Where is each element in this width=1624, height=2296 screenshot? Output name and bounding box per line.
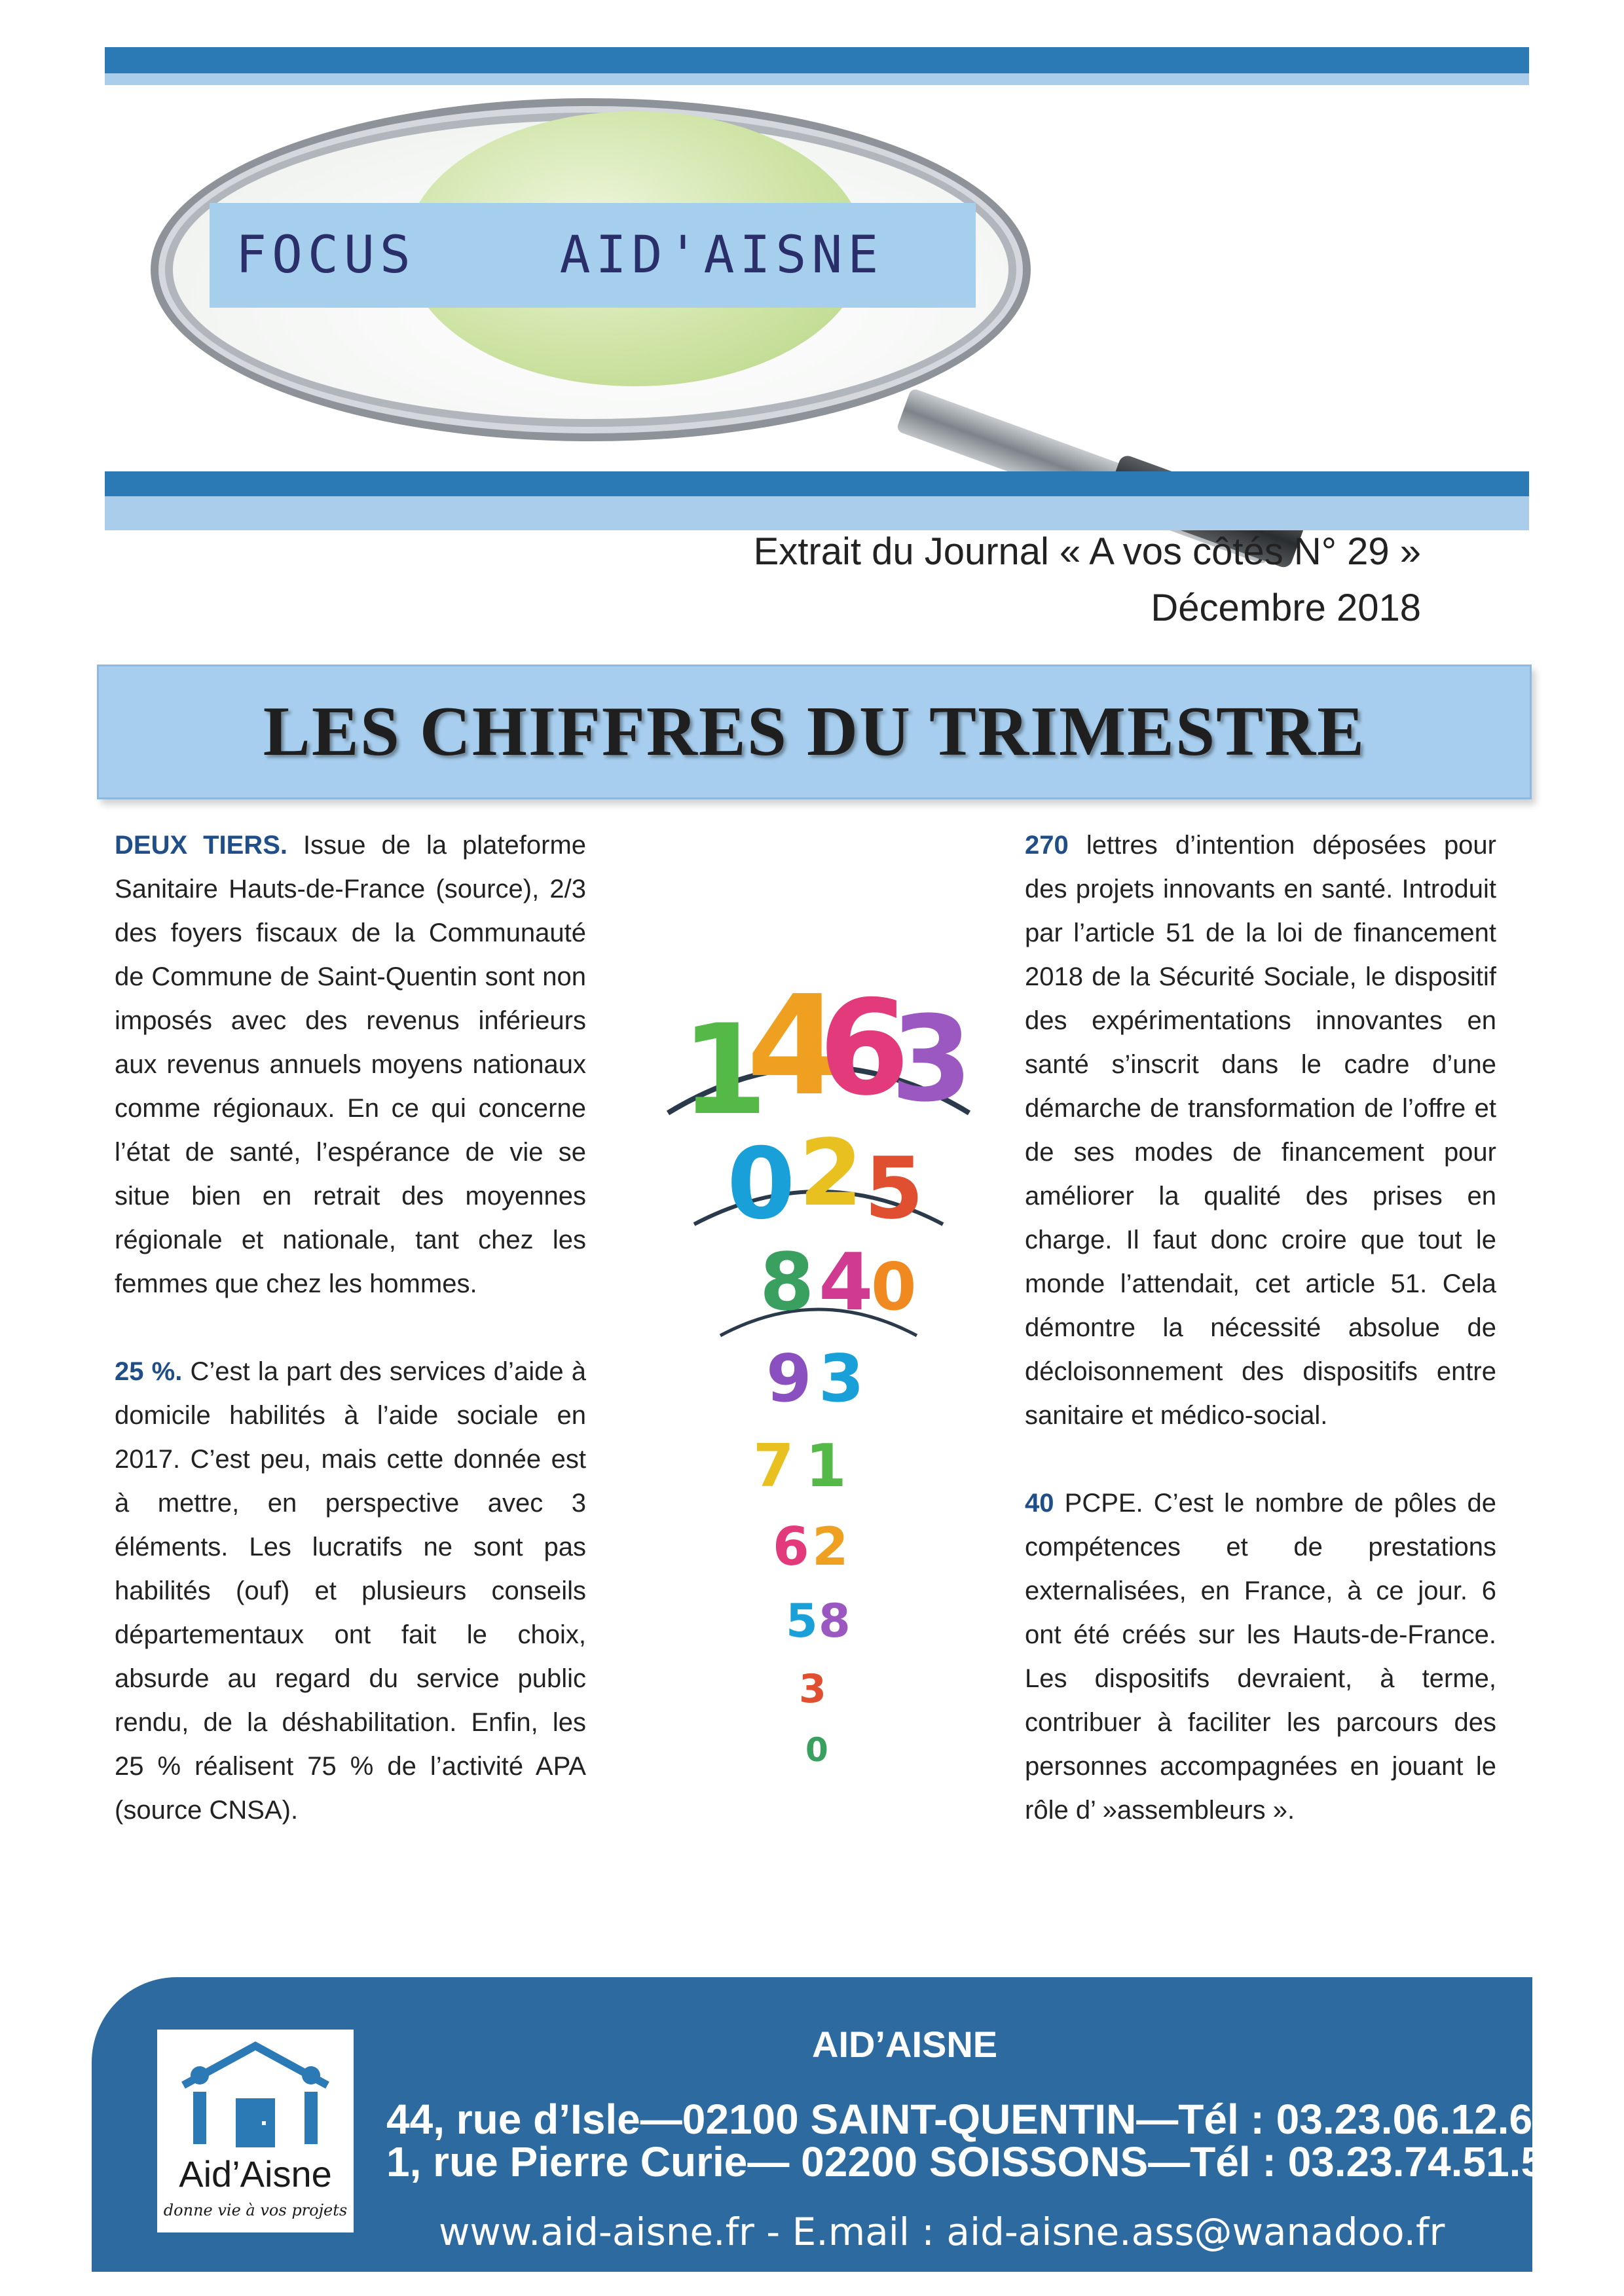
svg-text:5: 5 [864, 1139, 924, 1238]
top-bar-light [105, 73, 1529, 85]
svg-text:4: 4 [819, 1237, 874, 1328]
source-date: Décembre 2018 [1151, 587, 1421, 629]
footer-web-email[interactable]: www.aid-aisne.fr - E.mail : aid-aisne.ass@wanadoo.fr [439, 2210, 1445, 2254]
paragraph-25-percent [115, 1350, 586, 1832]
svg-text:6: 6 [773, 1516, 809, 1577]
paragraph-deux-tiers [115, 824, 586, 1306]
svg-text:0: 0 [727, 1127, 796, 1241]
logo-tagline: donne vie à vos projets [163, 2201, 348, 2219]
body-25-percent: C’est la part des services d’aide à domicile habilités à l’aide sociale en 2017. C’est peu, mais cette donnée est à mettre, en perspective avec 3 éléments. Les lucratifs ne sont pas habilités (ouf) et plusieurs conseils départementaux ont fait le choix, absurde au regard du service public rendu, de la déshabilitation. Enfin, les 25 % réalisent 75 % de l’activité APA (source CNSA). [115, 1357, 586, 1825]
lead-deux-tiers: DEUX TIERS. [115, 831, 287, 860]
svg-text:5: 5 [786, 1594, 818, 1648]
svg-text:8: 8 [760, 1237, 815, 1328]
svg-text:1: 1 [805, 1432, 847, 1501]
title-banner [97, 665, 1532, 799]
footer-address-soissons: 1, rue Pierre Curie— 02200 SOISSONS—Tél : 03.23.74.51.50 [386, 2138, 1568, 2185]
svg-text:0: 0 [871, 1248, 917, 1325]
logo-name: Aid’Aisne [179, 2153, 332, 2195]
svg-text:4: 4 [747, 966, 843, 1126]
svg-text:6: 6 [819, 972, 910, 1125]
house-people-icon [170, 2036, 341, 2154]
aid-aisne-logo [157, 2030, 354, 2232]
svg-text:2: 2 [799, 1120, 863, 1227]
body-270: lettres d’intention déposées pour des projets innovants en santé. Introduit par l’article 51 de la loi de financement 2018 de la Sécurité Sociale, le dispositif des expérimentations innovantes en santé s’inscrit dans le cadre d’une démarche de transformation de l’offre et de ses modes de financement pour améliorer la qualité des prises en charge. Il faut donc croire que tout le monde l’attendait, cet article 51. Cela démontre la nécessité absolue de décloisonnement des dispositifs entre sanitaire et médico-social. [1025, 831, 1496, 1430]
footer-address-saint-quentin: 44, rue d’Isle—02100 SAINT-QUENTIN—Tél : 03.23.06.12.64 [386, 2096, 1556, 2143]
svg-text:8: 8 [819, 1594, 851, 1648]
lead-40: 40 [1025, 1489, 1054, 1518]
svg-text:9: 9 [766, 1340, 812, 1417]
svg-text:7: 7 [753, 1432, 794, 1501]
top-bar-dark [105, 47, 1529, 73]
mid-bar-dark [105, 471, 1529, 496]
paragraph-270 [1025, 824, 1496, 1438]
body-deux-tiers: Issue de la plateforme Sanitaire Hauts-de-France (source), 2/3 des foyers fiscaux de la Communauté de Commune de Saint-Quentin sont non imposés avec des revenus inférieurs aux revenus annuels moyens nationaux comme régionaux. En ce qui concerne l’état de santé, l’espérance de vie se situe bien en retrait des moyennes régionale et nationale, tant chez les femmes que chez les hommes. [115, 831, 587, 1298]
body-40: PCPE. C’est le nombre de pôles de compétences et de prestations externalisées, en France, à ce jour. 6 ont été créés sur les Hauts-de-France. Les dispositifs devraient, à terme, contribuer à faciliter les parcours des personnes accompagnées en jouant le rôle d’ »assembleurs ». [1025, 1489, 1496, 1825]
svg-text:2: 2 [812, 1516, 849, 1577]
source-journal: Extrait du Journal « A vos côtés N° 29 » [753, 530, 1421, 573]
numbers-tornado-illustration [655, 943, 982, 1781]
lead-270: 270 [1025, 831, 1069, 860]
left-column [115, 824, 586, 1876]
svg-text:3: 3 [799, 1666, 826, 1712]
paragraph-40 [1025, 1482, 1496, 1832]
page-title: LES CHIFFRES DU TRIMESTRE [263, 693, 1366, 771]
lead-25-percent: 25 %. [115, 1357, 183, 1386]
focus-banner [210, 203, 976, 308]
focus-banner-text: FOCUS AID'AISNE [236, 226, 884, 285]
svg-text:0: 0 [805, 1731, 828, 1769]
right-column [1025, 824, 1496, 1876]
footer-org-name: AID’AISNE [812, 2024, 998, 2065]
svg-text:3: 3 [819, 1340, 864, 1417]
svg-text:3: 3 [891, 991, 973, 1128]
source-info [754, 524, 1421, 636]
svg-text:1: 1 [681, 998, 768, 1142]
